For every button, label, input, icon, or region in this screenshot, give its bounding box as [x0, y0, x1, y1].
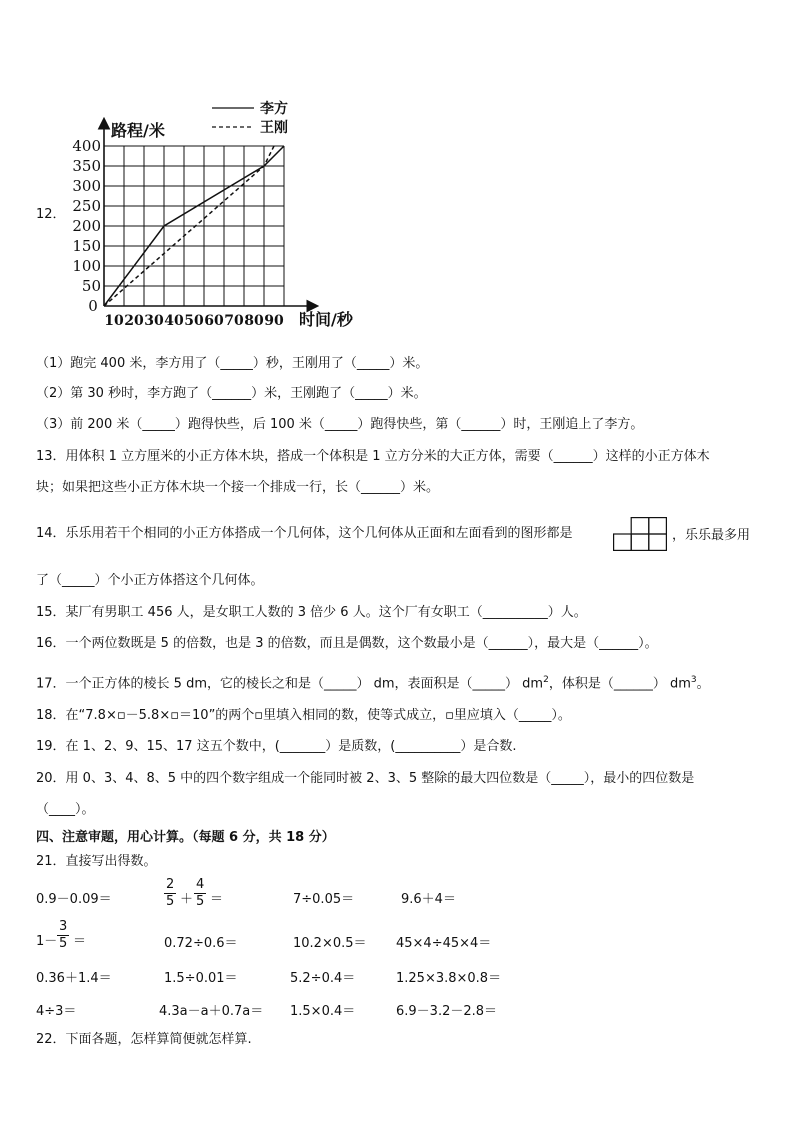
x-tick-label: 90	[264, 313, 284, 329]
q21-r3-c3: 5.2÷0.4＝	[290, 971, 356, 986]
q21-r3-c4: 1.25×3.8×0.8＝	[396, 971, 502, 986]
q21-r4-c3: 1.5×0.4＝	[290, 1004, 356, 1019]
fraction-3-5	[57, 919, 69, 952]
q21-r2-c2: 0.72÷0.6＝	[164, 936, 238, 951]
q21-r2-c3: 10.2×0.5＝	[293, 936, 367, 951]
chart-legend	[212, 100, 288, 136]
y-tick-label: 300	[72, 177, 101, 195]
q21-r4-c4: 6.9－3.2－2.8＝	[396, 1004, 498, 1019]
q14-line1	[36, 524, 573, 544]
q21-r1-c4: 9.6＋4＝	[401, 892, 456, 907]
q16: 16．一个两位数既是 5 的倍数，也是 3 的倍数，而且是偶数，这个数最小是（______），最大是（______）。	[36, 636, 658, 651]
section-4-heading: 四、注意审题，用心计算。（每题 6 分，共 18 分）	[36, 830, 335, 845]
q12-part3: （3）前 200 米（_____）跑得快些，后 100 米（_____）跑得快些，第（______）时，王刚追上了李方。	[36, 417, 644, 432]
q21-r3-c1: 0.36＋1.4＝	[36, 971, 112, 986]
fraction-4-5	[194, 877, 206, 910]
legend-label-wanggang: 王刚	[260, 120, 288, 136]
x-tick-label: 30	[144, 313, 164, 329]
q14-line2: 了（_____）个小正方体搭这个几何体。	[36, 573, 264, 588]
x-tick-label: 40	[164, 313, 184, 329]
y-tick-label: 400	[72, 137, 101, 155]
q19: 19．在 1、2、9、15、17 这五个数中，(_______）是质数，(__________）是合数.	[36, 739, 517, 754]
fraction-numerator: 2	[166, 877, 175, 892]
y-tick-label: 350	[72, 157, 101, 175]
q21-r1-c1: 0.9－0.09＝	[36, 892, 112, 907]
q21-title: 21．直接写出得数。	[36, 854, 157, 869]
x-tick-label: 70	[224, 313, 244, 329]
one-minus: 1－	[36, 934, 58, 949]
q22: 22．下面各题，怎样算简便就怎样算.	[36, 1032, 252, 1047]
x-tick-label: 50	[184, 313, 204, 329]
fraction-numerator: 3	[59, 919, 68, 934]
q21-r1-c3: 7÷0.05＝	[293, 892, 355, 907]
x-tick-label: 60	[204, 313, 224, 329]
y-axis-label: 路程/米	[111, 121, 165, 140]
plus-sign: ＋	[180, 892, 194, 907]
q12-number: 12．	[36, 207, 66, 222]
q20-line2: （____）。	[36, 802, 95, 817]
equals-sign: ＝	[210, 892, 224, 907]
fraction-denominator: 5	[196, 894, 205, 909]
fraction-numerator: 4	[196, 877, 205, 892]
y-tick-label: 50	[81, 277, 101, 295]
q13-line2: 块；如果把这些小正方体木块一个接一个排成一行，长（______）米。	[36, 480, 440, 495]
q13-line1: 13．用体积 1 立方厘米的小正方体木块，搭成一个体积是 1 立方分米的大正方体，需要（______）这样的小正方体木	[36, 449, 710, 464]
q21-r2-c4: 45×4÷45×4＝	[396, 936, 492, 951]
x-axis-label: 时间/秒	[299, 310, 353, 329]
fraction-2-5	[164, 877, 176, 910]
q14-text-before: 14．乐乐用若干个相同的小正方体搭成一个几何体，这个几何体从正面和左面看到的图形都是	[36, 526, 573, 541]
equals-sign-2: ＝	[73, 934, 87, 949]
y-tick-label: 250	[72, 197, 101, 215]
distance-time-chart	[72, 96, 366, 336]
fraction-denominator: 5	[166, 894, 175, 909]
q14-text-after: ，乐乐最多用	[672, 528, 751, 543]
x-tick-label: 20	[124, 313, 144, 329]
q21-r3-c2: 1.5÷0.01＝	[164, 971, 238, 986]
x-tick-label: 0	[88, 297, 98, 315]
q17-part-c: 。	[696, 676, 710, 692]
q14-view-figure	[613, 517, 667, 551]
legend-label-lifang: 李方	[260, 101, 288, 117]
q17-sup3: 3	[690, 675, 697, 685]
q15: 15．某厂有男职工 456 人，是女职工人数的 3 倍少 6 人。这个厂有女职工（__________）人。	[36, 605, 587, 620]
q20-line1: 20．用 0、3、4、8、5 中的四个数字组成一个能同时被 2、3、5 整除的最大四位数是（_____），最小的四位数是	[36, 771, 695, 786]
q18: 18．在“7.8×▫－5.8×▫＝10”的两个▫里填入相同的数，使等式成立，▫里应填入（_____）。	[36, 708, 571, 723]
y-tick-label: 100	[72, 257, 101, 275]
x-tick-label: 10	[104, 313, 124, 329]
q17-part-a: 17．一个正方体的棱长 5 dm，它的棱长之和是（_____） dm，表面积是（_____） dm	[36, 676, 544, 692]
x-tick-label: 80	[244, 313, 264, 329]
y-tick-label: 150	[72, 237, 101, 255]
q17	[36, 670, 710, 694]
q17-sup2: 2	[543, 675, 549, 685]
y-tick-label: 200	[72, 217, 101, 235]
q12-part2: （2）第 30 秒时，李方跑了（______）米，王刚跑了（_____）米。	[36, 386, 427, 401]
q21-r4-c2: 4.3a－a＋0.7a＝	[159, 1004, 264, 1019]
q17-part-b: ，体积是（______） dm	[548, 676, 691, 692]
q21-r4-c1: 4÷3＝	[36, 1004, 77, 1019]
q12-part1: （1）跑完 400 米，李方用了（_____）秒，王刚用了（_____）米。	[36, 356, 429, 371]
fraction-denominator: 5	[59, 936, 68, 951]
